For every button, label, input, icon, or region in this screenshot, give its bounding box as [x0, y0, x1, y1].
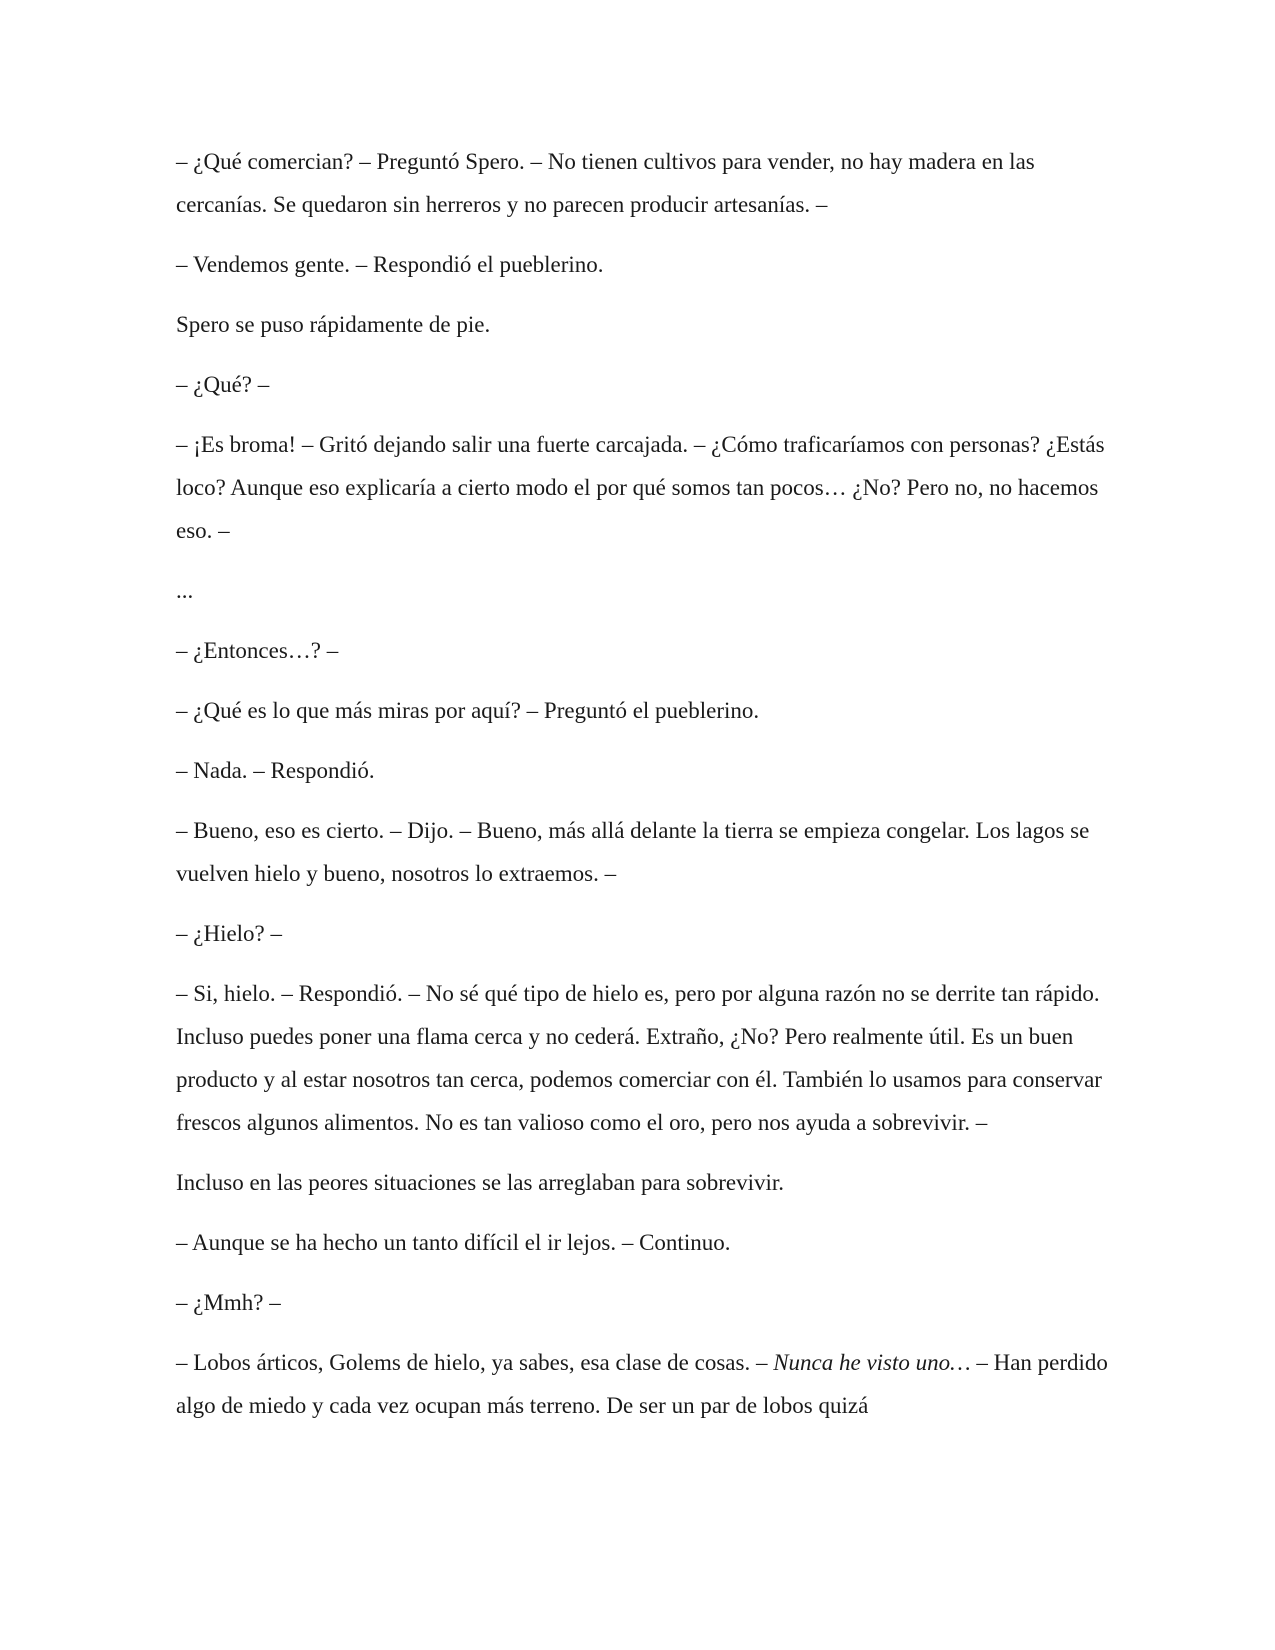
paragraph-12: – Si, hielo. – Respondió. – No sé qué tipo de hielo es, pero por alguna razón no se derrite tan rápido. Incluso puedes poner una flama cerca y no cederá. Extraño, ¿No? Pero realmente útil. Es un buen producto y al estar nosotros tan cerca, podemos comerciar con él. También lo usamos para conservar frescos algunos alimentos. No es tan valioso como el oro, pero nos ayuda a sobrevivir. –: [176, 981, 1102, 1135]
paragraph-14: – Aunque se ha hecho un tanto difícil el ir lejos. – Continuo.: [176, 1230, 731, 1255]
paragraph-9: – Nada. – Respondió.: [176, 758, 375, 783]
paragraph-13: Incluso en las peores situaciones se las arreglaban para sobrevivir.: [176, 1170, 785, 1195]
paragraph-7: – ¿Entonces…? –: [176, 638, 339, 663]
paragraph-11: – ¿Hielo? –: [176, 921, 283, 946]
paragraph-6: ...: [176, 578, 194, 603]
paragraph-5: – ¡Es broma! – Gritó dejando salir una fuerte carcajada. – ¿Cómo traficaríamos con personas? ¿Estás loco? Aunque eso explicaría a cierto modo el por qué somos tan pocos… ¿No? Pero no, no hacemos eso. –: [176, 432, 1105, 543]
paragraph-4: – ¿Qué? –: [176, 372, 270, 397]
paragraph-1: – ¿Qué comercian? – Preguntó Spero. – No tienen cultivos para vender, no hay madera en las cercanías. Se quedaron sin herreros y no parecen producir artesanías. –: [176, 149, 1035, 217]
paragraph-10: – Bueno, eso es cierto. – Dijo. – Bueno, más allá delante la tierra se empieza congelar. Los lagos se vuelven hielo y bueno, nosotros lo extraemos. –: [176, 818, 1090, 886]
paragraph-2: – Vendemos gente. – Respondió el pueblerino.: [176, 252, 604, 277]
paragraph-16-start: – Lobos árticos, Golems de hielo, ya sabes, esa clase de cosas. –: [176, 1350, 774, 1375]
paragraph-3: Spero se puso rápidamente de pie.: [176, 312, 491, 337]
document-body: [176, 140, 1116, 1444]
paragraph-16-italic-thought: Nunca he visto uno…: [773, 1350, 971, 1375]
paragraph-16-end: – Han perdido algo de miedo y cada vez ocupan más terreno. De ser un par de lobos quizá: [176, 1350, 1108, 1418]
paragraph-15: – ¿Mmh? –: [176, 1290, 281, 1315]
paragraph-8: – ¿Qué es lo que más miras por aquí? – Preguntó el pueblerino.: [176, 698, 760, 723]
paragraph-16: [176, 1341, 1116, 1427]
